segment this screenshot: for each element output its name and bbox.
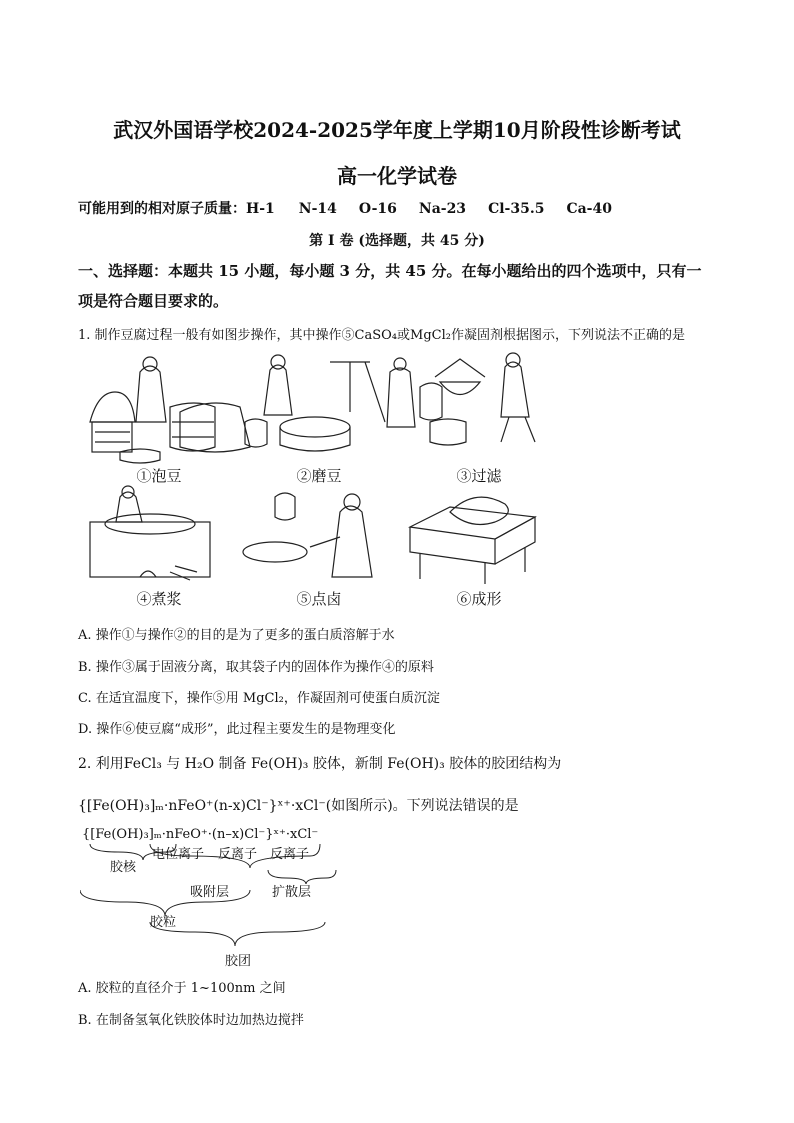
q2-option-b: B. 在制备氢氧化铁胶体时边加热边搅拌	[78, 1013, 304, 1028]
label-potential-ion: 电位离子	[152, 847, 205, 862]
label-counter-ion-1: 反离子	[218, 847, 258, 862]
label-colloid-particle: 胶粒	[150, 915, 177, 930]
mass-h: H-1	[246, 201, 275, 217]
section-instructions-2: 项是符合题目要求的。	[78, 292, 229, 310]
mass-o: O-16	[358, 201, 397, 217]
label-diffusion-layer: 扩散层	[272, 885, 312, 900]
caption-shape: ⑥成形	[456, 590, 502, 608]
mass-na: Na-23	[418, 201, 467, 217]
atomic-masses-label: 可能用到的相对原子质量：	[78, 201, 246, 217]
q2-formula: {[Fe(OH)₃]ₘ·nFeO⁺(n-x)Cl⁻}ˣ⁺·xCl⁻	[78, 798, 326, 814]
mass-n: N-14	[298, 201, 337, 217]
exam-subtitle: 高一化学试卷	[337, 164, 457, 188]
q1-stem: 1. 制作豆腐过程一般有如图步操作，其中操作⑤CaSO₄或MgCl₂作凝固剂根据图示，下列说法不正确的是	[78, 328, 685, 343]
caption-filter: ③过滤	[456, 467, 502, 485]
panel-shape	[410, 497, 535, 584]
mass-ca: Ca-40	[566, 201, 612, 217]
caption-soak: ①泡豆	[136, 467, 182, 485]
section-instructions-1: 一、选择题：本题共 15 小题，每小题 3 分，共 45 分。在每小题给出的四个选项中，只有一	[78, 262, 702, 280]
q2-stem: 2. 利用FeCl₃ 与 H₂O 制备 Fe(OH)₃ 胶体，新制 Fe(OH)₃ 胶体的胶团结构为	[78, 756, 562, 772]
q1-option-c: C. 在适宜温度下，操作⑤用 MgCl₂，作凝固剂可使蛋白质沉淀	[78, 691, 440, 706]
caption-boil: ④煮浆	[136, 590, 182, 608]
panel-filter	[420, 353, 535, 445]
section-heading: 第 I 卷 (选择题，共 45 分)	[309, 233, 485, 249]
caption-coagulate: ⑤点卤	[296, 590, 342, 608]
mass-cl: Cl-35.5	[488, 201, 545, 217]
label-micelle: 胶团	[225, 954, 252, 969]
label-adsorption-layer: 吸附层	[190, 885, 230, 900]
q2-formula-line	[78, 795, 519, 815]
q1-option-a: A. 操作①与操作②的目的是为了更多的蛋白质溶解于水	[78, 628, 395, 643]
diagram-formula: {[Fe(OH)₃]ₘ·nFeO⁺·(n–x)Cl⁻}ˣ⁺·xCl⁻	[82, 827, 319, 842]
label-core: 胶核	[110, 860, 137, 875]
label-counter-ion-2: 反离子	[270, 847, 310, 862]
q1-option-d: D. 操作⑥使豆腐“成形”，此过程主要发生的是物理变化	[78, 722, 396, 737]
panel-boil	[90, 486, 210, 580]
atomic-masses	[78, 198, 612, 218]
panel-soak-beans	[90, 357, 250, 463]
q2-option-a: A. 胶粒的直径介于 1~100nm 之间	[78, 981, 286, 996]
exam-title: 武汉外国语学校2024-2025学年度上学期10月阶段性诊断考试	[113, 118, 681, 142]
panel-coagulate	[243, 493, 372, 577]
q2-formula-tail: (如图所示)。下列说法错误的是	[325, 798, 519, 814]
panel-grind-beans	[245, 355, 415, 451]
q1-option-b: B. 操作③属于固液分离，取其袋子内的固体作为操作④的原料	[78, 660, 434, 675]
caption-grind: ②磨豆	[296, 467, 342, 485]
